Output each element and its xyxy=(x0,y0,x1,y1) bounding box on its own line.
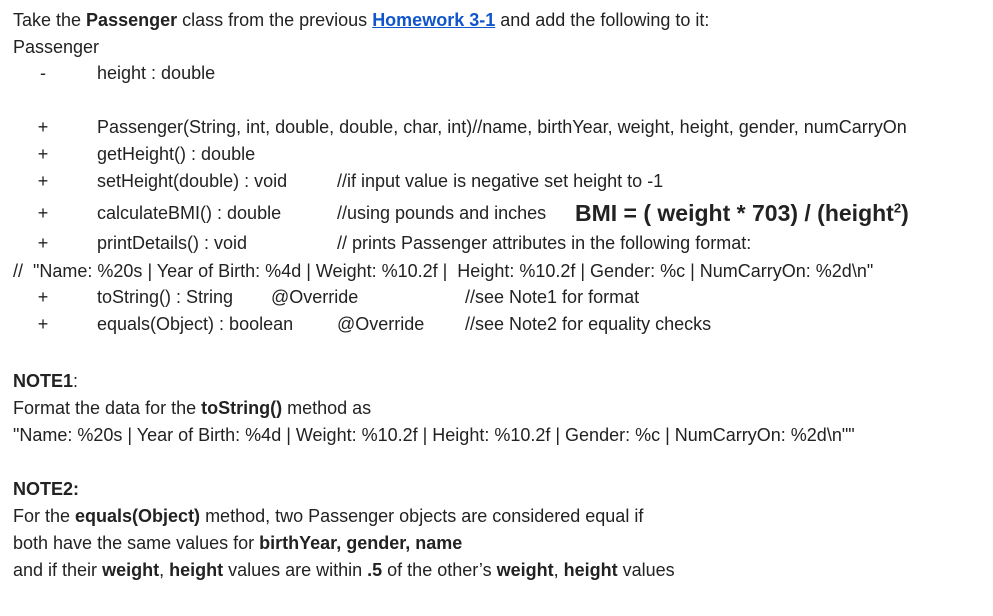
visibility-symbol: + xyxy=(37,287,49,307)
note1-heading-text: NOTE1 xyxy=(13,371,74,391)
member-signature: toString() : String xyxy=(97,287,234,307)
member-signature: height : double xyxy=(97,63,216,83)
visibility-symbol: + xyxy=(37,233,49,253)
member-equals xyxy=(33,314,993,336)
note2-text: both have the same values for xyxy=(13,533,260,553)
member-comment: //if input value is negative set height to -1 xyxy=(337,171,664,191)
bmi-formula xyxy=(575,200,909,227)
member-signature: setHeight(double) : void xyxy=(97,171,288,191)
intro-class-name: Passenger xyxy=(86,10,178,30)
member-calculatebmi xyxy=(33,200,993,228)
print-format-line: // "Name: %20s | Year of Birth: %4d | Weight: %10.2f | Height: %10.2f | Gender: %c | NumCarryOn: %2d\n" xyxy=(13,261,874,281)
member-signature: getHeight() : double xyxy=(97,144,256,164)
member-signature: printDetails() : void xyxy=(97,233,248,253)
member-setheight xyxy=(33,171,993,193)
member-signature: equals(Object) : boolean xyxy=(97,314,294,334)
member-comment: //see Note2 for equality checks xyxy=(465,314,712,334)
note2-text: of the other’s xyxy=(382,560,497,580)
member-getheight xyxy=(33,144,993,166)
note1-text: method as xyxy=(282,398,372,418)
note2-line1 xyxy=(13,505,643,527)
bmi-formula-main: BMI = ( weight * 703) / (height xyxy=(575,200,894,226)
note2-text: values are within xyxy=(223,560,368,580)
override-annotation: @Override xyxy=(271,287,359,307)
note2-method: equals(Object) xyxy=(75,506,201,526)
note2-tolerance: .5 xyxy=(367,560,383,580)
intro-suffix: and add the following to it: xyxy=(495,10,710,30)
member-constructor xyxy=(33,117,993,139)
member-comment: // prints Passenger attributes in the following format: xyxy=(337,233,752,253)
note1-format: "Name: %20s | Year of Birth: %4d | Weight: %10.2f | Height: %10.2f | Gender: %c | NumCarryOn: %2d\n"" xyxy=(13,425,855,445)
member-signature: Passenger(String, int, double, double, char, int)//name, birthYear, weight, height, gender, numCarryOn xyxy=(97,117,907,137)
member-comment: //see Note1 for format xyxy=(465,287,640,307)
visibility-symbol: + xyxy=(37,171,49,191)
note1-text: Format the data for the xyxy=(13,398,202,418)
note2-height: height xyxy=(169,560,224,580)
member-printdetails xyxy=(33,233,993,255)
visibility-symbol: + xyxy=(37,314,49,334)
note1-heading xyxy=(13,370,78,392)
bmi-formula-close: ) xyxy=(901,200,909,226)
note2-text: and if their xyxy=(13,560,103,580)
note2-line2 xyxy=(13,532,462,554)
note2-fields: birthYear, gender, name xyxy=(259,533,463,553)
note1-colon: : xyxy=(73,371,79,391)
override-annotation: @Override xyxy=(337,314,425,334)
note2-weight: weight xyxy=(496,560,554,580)
intro-prefix: Take the xyxy=(13,10,87,30)
member-height-field xyxy=(33,63,993,85)
visibility-symbol: + xyxy=(37,144,49,164)
note2-text: method, two Passenger objects are considered equal if xyxy=(200,506,644,526)
note2-text: For the xyxy=(13,506,76,526)
member-comment: //using pounds and inches xyxy=(337,203,552,223)
note2-line3 xyxy=(13,559,675,581)
intro-middle: class from the previous xyxy=(177,10,373,30)
note1-line1 xyxy=(13,397,371,419)
note1-method: toString() xyxy=(201,398,283,418)
note2-weight: weight xyxy=(102,560,160,580)
visibility-symbol: + xyxy=(37,203,49,223)
class-title: Passenger xyxy=(13,37,100,57)
note2-height: height xyxy=(563,560,618,580)
bmi-exponent: 2 xyxy=(893,200,902,216)
member-signature: calculateBMI() : double xyxy=(97,203,282,223)
member-tostring xyxy=(33,287,993,309)
note2-text: , xyxy=(553,560,564,580)
homework-link[interactable]: Homework 3-1 xyxy=(372,10,496,30)
note2-text: values xyxy=(617,560,675,580)
visibility-symbol: - xyxy=(40,63,46,83)
note2-heading: NOTE2: xyxy=(13,479,80,499)
visibility-symbol: + xyxy=(37,117,49,137)
intro-line xyxy=(13,9,709,31)
note2-text: , xyxy=(159,560,170,580)
